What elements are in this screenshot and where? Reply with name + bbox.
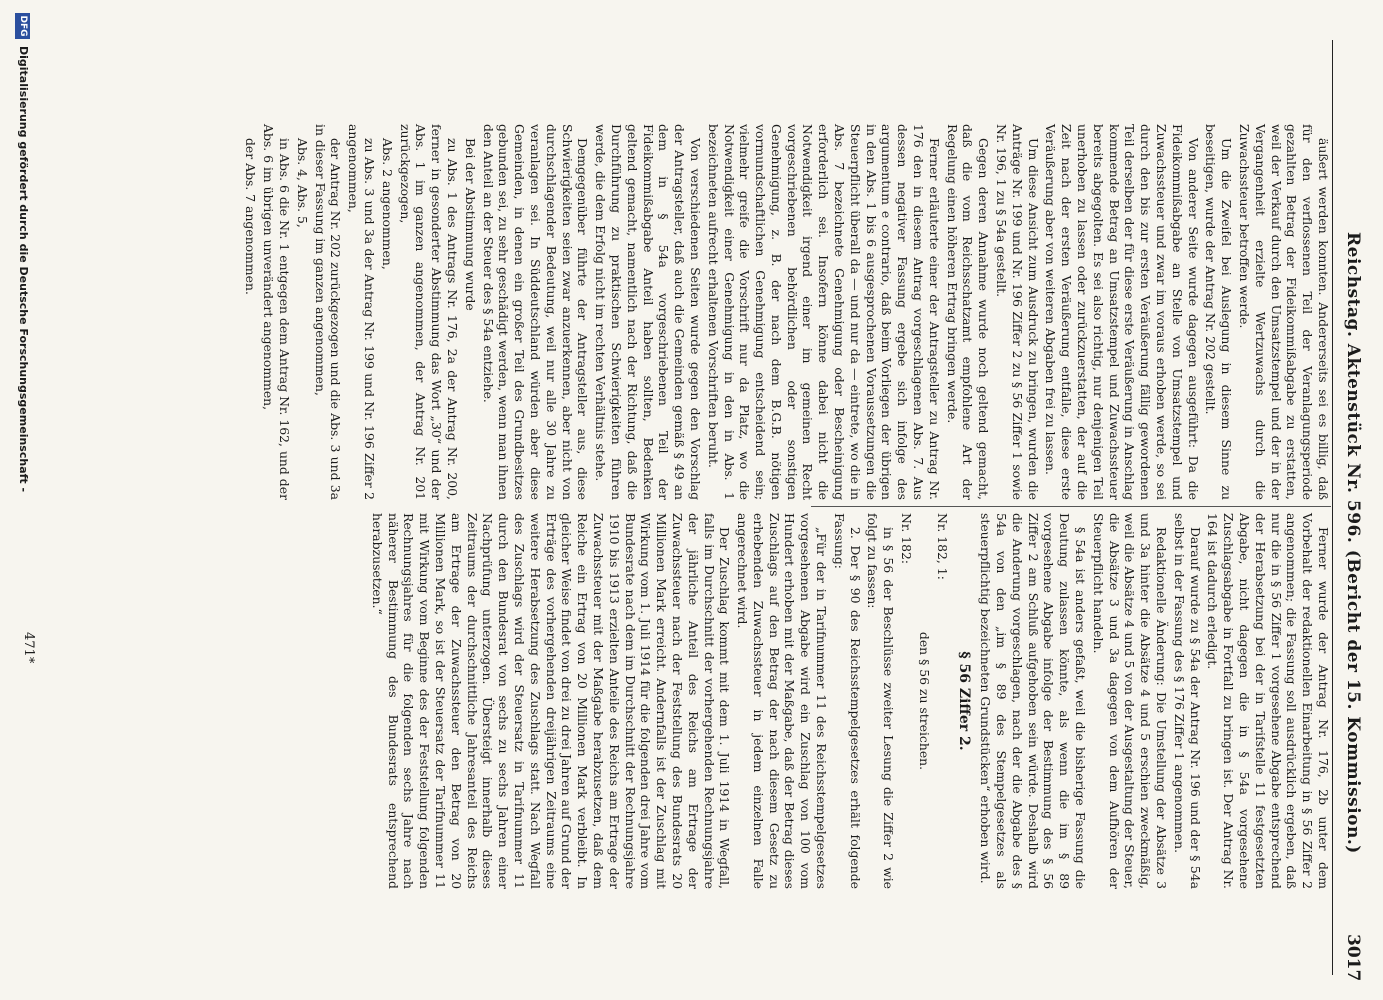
left-column <box>241 124 1331 500</box>
header-title: Reichstag. Aktenstück Nr. 596. (Bericht der 15. Kommission.) <box>1343 232 1363 854</box>
paragraph: 2. Der § 90 des Reichsstempelgesetzes erhält folgende Fassung: <box>831 513 863 889</box>
paragraph: zu Abs. 1 des Antrags Nr. 176, 2a der Antrag Nr. 200, ferner in gesonderter Abstimmung das Wort „30“ und der Abs. 1 im ganzen angenommen, der Antrag Nr. 201 zurückgezogen, <box>397 124 460 500</box>
paragraph: Ferner wurde der Antrag Nr. 176, 2b unter dem Vorbehalt der redaktionellen Einarbeitung in § 56 Ziffer 2 angenommen; die Fassung soll ausdrücklich ergeben, daß nur die in § 56 Ziffer 1 vorgesehene Abgabe entsprechend der Herabsetzung bei der in Tarifstelle 11 festgesetzten Abgabe, nicht dagegen die in § 54a vorgesehene Zuschlagsabgabe in Fortfall zu bringen ist. Der Antrag Nr. 164 ist dadurch erledigt. <box>1205 513 1331 889</box>
paragraph: Um die Zweifel bei Auslegung in diesem Sinne zu beseitigen, wurde der Antrag Nr. 202 gestellt. <box>1203 124 1235 500</box>
paragraph: Demgegenüber führte der Antragsteller aus, diese Schwierigkeiten seien zwar anzuerkennen, aber nicht von durchschlagender Bedeutung, weil nur alle 30 Jahre zu veranlagen sei. In Süddeutschland würden aber diese Gemeinden, in denen ein großer Teil des Grundbesitzes gebunden sei, zu sehr geschädigt werden, wenn man ihnen den Anteil an der Steuer des § 54a entziehe. <box>480 124 591 500</box>
paragraph: in § 56 der Beschlüsse zweiter Lesung die Ziffer 2 wie folgt zu fassen: <box>865 513 897 889</box>
paragraph: Gegen deren Annahme wurde noch geltend gemacht, daß die vom Reichsschatzamt empfohlene Art der Regelung einen höheren Ertrag bringen werde. <box>944 124 992 500</box>
paragraph: Nr. 182: <box>899 513 915 565</box>
paragraph: Darauf wurde zu § 54a der Antrag Nr. 196 und der § 54a selbst in der Fassung des § 176 Ziffer 1 angenommen. <box>1171 513 1203 889</box>
paragraph: der Antrag Nr. 202 zurückgezogen und die Abs. 3 und 3a in dieser Fassung im ganzen angenommen, <box>312 124 344 500</box>
paragraph: Um diese Ansicht zum Ausdruck zu bringen, wurden die Anträge Nr. 199 und Nr. 196 Ziffer 2 zu § 56 Ziffer 1 sowie Nr. 196, 1 zu § 54a gestellt. <box>994 124 1041 500</box>
paragraph: äußert werden konnten. Andererseits sei es billig, daß für den verflossenen Teil der Veranlagungsperiode gezahlten Betrag der Fideikommißabgabe zu erstatten, weil der Verkauf durch den Umsatzstempel und der in der Vergangenheit erzielte Wertzuwachs durch die Zuwachssteuer betroffen werde. <box>1237 124 1331 500</box>
footer <box>8 0 38 1000</box>
paragraph: Ferner erläuterte einer der Antragsteller zu Antrag Nr. 176 den in diesem Antrag vorgeschlagenen Abs. 7. Aus dessen negativer Fassung ergebe sich infolge des argumentum e contrario, daß beim Vorliegen der übrigen in den Abs. 1 bis 6 ausgesprochenen Voraussetzungen die Steuerpflicht überall da — und nur da — eintrete, wo die in Abs. 7 bezeichnete Genehmigung oder Bescheinigung erforderlich sei. Insofern könne dabei nicht die Notwendigkeit irgend einer im gemeinen Recht vorgeschriebenen behördlichen oder sonstigen Genehmigung, z. B. der nach dem B.G.B. nötigen vormundschaftlichen Genehmigung entscheidend sein; vielmehr greife die Vorschrift nur da Platz, wo die Notwendigkeit einer Genehmigung in den in Abs. 1 bezeichneten aufrecht erhaltenen Vorschriften beruht. <box>705 124 942 500</box>
paragraph: „Für der in Tarifnummer 11 des Reichsstempelgesetzes vorgesehenen Abgabe wird ein Zuschlag von 100 vom Hundert erhoben mit der Maßgabe, daß der Betrag dieses Zuschlags auf den Betrag der nach diesem Gesetz zu erhebenden Zuwachssteuer in jedem einzelnen Falle angerechnet wird. <box>735 513 830 889</box>
paragraph: Von anderer Seite wurde dagegen ausgeführt: Da die Fideikommißabgabe an Stelle von Umsatzstempel und Zuwachssteuer und zwar im voraus erhoben werde, so sei durch den bis zur ersten Veräußerung fällig gewordenen Teil derselben der für diese erste Veräußerung in Anschlag kommende Betrag an Umsatzstempel und Zuwachssteuer bereits abgegolten. Es sei also richtig, nur denjenigen Teil unerhoben zu lassen oder zurückzuerstatten, der auf die Zeit nach der ersten Veräußerung entfalle, diese erste Veräußerung aber von weiteren Abgaben frei zu lassen. <box>1043 124 1201 500</box>
paragraph: Der Zuschlag kommt mit dem 1. Juli 1914 in Wegfall, falls im Durchschnitt der vorhergehenden Rechnungsjahre der jährliche Anteil des Reichs am Ertrage der Zuwachssteuer nach der Feststellung des Bundesrats 20 Millionen Mark erreicht. Andernfalls ist der Zuschlag mit Wirkung vom 1. Juli 1914 für die folgenden drei Jahre vom Bundesrate nach dem im Durchschnitt der Rechnungsjahre 1910 bis 1913 erzielten Anteile des Reichs am Ertrage der Zuwachssteuer mit der Maßgabe herabzusetzen, daß dem Reiche ein Ertrag von 20 Millionen Mark verbleibt. In gleicher Weise findet von drei zu drei Jahren auf Grund der Erträge des vorhergehenden dreijährigen Zeitraums eine weitere Herabsetzung des Zuschlags statt. Nach Wegfall des Zuschlags wird der Steuersatz in Tarifnummer 11 durch den Bundesrat von sechs zu sechs Jahren einer Nachprüfung unterzogen. Übersteigt innerhalb dieses Zeitraums der durchschnittliche Jahresanteil des Reichs am Ertrage der Zuwachssteuer den Betrag von 20 Millionen Mark, so ist der Steuersatz der Tarifnummer 11 mit Wirkung vom Beginne des der Feststellung folgenden Rechnungsjahres für die folgenden sechs Jahre nach näherer Bestimmung des Bundesrats entsprechend herabzusetzen.“ <box>369 513 733 889</box>
paragraph: der Abs. 7 angenommen. <box>243 138 259 295</box>
right-column <box>367 513 1331 889</box>
running-header <box>1335 0 1369 1000</box>
column-divider <box>811 506 1331 507</box>
paragraph: den § 56 zu streichen. <box>916 631 932 771</box>
paragraph: § 54a ist anders gefaßt, weil die bisherige Fassung die Deutung zulassen könnte, als wenn die im § 89 vorgesehene Abgabe infolge der Bestimmung des § 56 Ziffer 2 am Schluß aufgehoben sein würde. Deshalb wird die Anderung vorgeschlagen, nach der die Abgabe des § 54a von den „im § 89 des Stempelgesetzes als steuerpflichtig bezeichneten Grundstücken“ erhoben wird. <box>978 513 1089 889</box>
dfg-logo: DFG <box>15 13 30 39</box>
paragraph: § 56 Ziffer 2. <box>956 651 973 751</box>
paragraph: zu Abs. 3 und 3a der Antrag Nr. 199 und Nr. 196 Ziffer 2 angenommen, <box>346 124 377 500</box>
page-number: 3017 <box>1343 934 1363 982</box>
paragraph: in Abs. 6 die Nr. 1 entgegen dem Antrag Nr. 162, und der Abs. 6 im übrigen unverändert angenommen, <box>261 124 292 500</box>
paragraph: Bei der Abstimmung wurde <box>462 138 478 311</box>
paragraph: Nr. 182, 1: <box>934 513 950 580</box>
header-rule <box>1332 40 1333 975</box>
folio-number: 471* <box>21 632 36 664</box>
paragraph: Von verschiedenen Seiten wurde gegen den Vorschlag der Antragsteller, daß auch die Gemeinden gemäß § 49 an dem in § 54a vorgeschriebenen Teil der Fideikommißabgabe Anteil haben sollten, Bedenken geltend gemacht, namentlich nach der Richtung, daß die Durchführung zu praktischen Schwierigkeiten führen werde, die dem Erfolg nicht im rechten Verhältnis stehe. <box>593 124 703 500</box>
paragraph: Abs. 4, Abs. 5, <box>294 138 310 228</box>
funding-credit: Digitalisierung gefördert durch die Deutsche Forschungsgemeinschaft - <box>17 46 30 493</box>
paragraph: Abs. 2 angenommen, <box>379 138 395 270</box>
paragraph: Redaktionelle Änderung: Die Umstellung der Absätze 3 und 3a hinter die Absätze 4 und 5 erschien zweckmäßig, weil die Absätze 4 und 5 von der Ausgestaltung der Steuer, die Absätze 3 und 3a dagegen von dem Aufhören der Steuerpflicht handeln. <box>1090 513 1170 889</box>
